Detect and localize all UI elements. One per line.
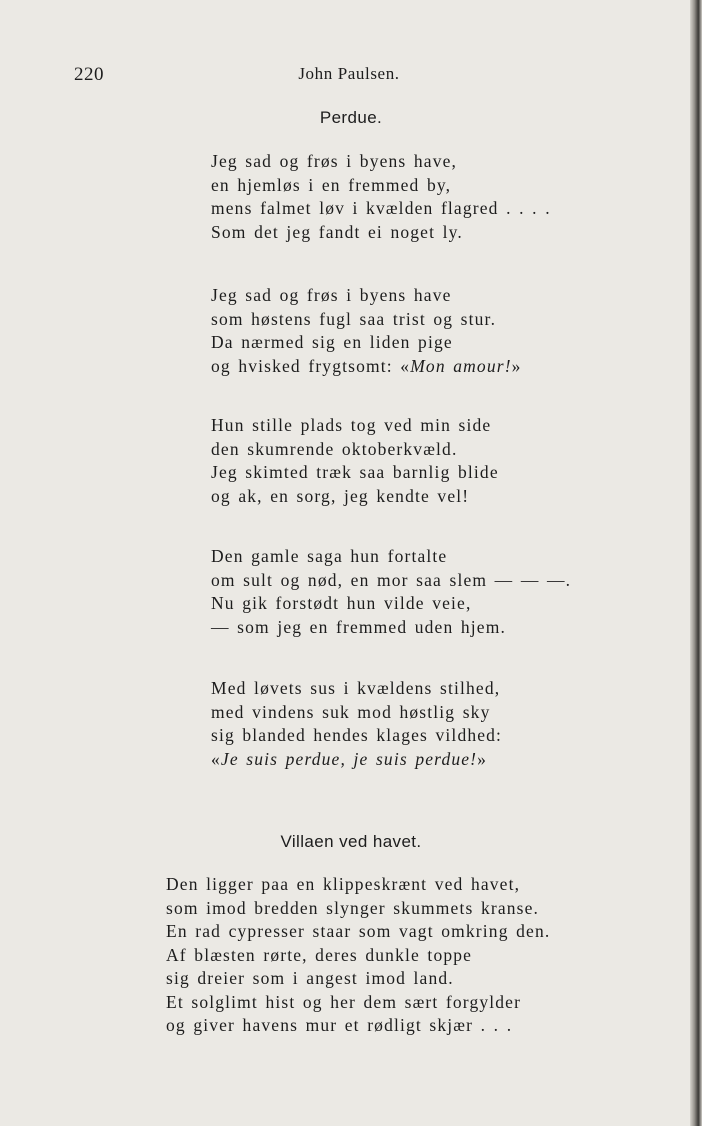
verse-line: Den gamle saga hun fortalte bbox=[211, 546, 448, 566]
verse-line: en hjemløs i en fremmed by, bbox=[211, 174, 452, 195]
verse-text: » bbox=[477, 748, 488, 769]
verse-line: sig dreier som i angest imod land. bbox=[166, 968, 454, 988]
verse-line bbox=[211, 355, 522, 379]
page-edge-shadow bbox=[690, 0, 702, 1126]
verse-line: Hun stille plads tog ved min side bbox=[211, 415, 492, 435]
verse-line: Et solglimt hist og her dem sært forgylder bbox=[166, 991, 522, 1012]
verse-italic: Mon amour! bbox=[410, 355, 512, 376]
verse-text: « bbox=[211, 748, 221, 769]
verse-line: Nu gik forstødt hun vilde veie, bbox=[211, 593, 472, 613]
stanza bbox=[166, 873, 550, 1038]
verse-line: sig blanded hendes klages vildhed: bbox=[211, 725, 503, 745]
running-head: John Paulsen. bbox=[298, 64, 400, 83]
page-number: 220 bbox=[74, 64, 104, 85]
verse-line: Jeg sad og frøs i byens have, bbox=[211, 151, 458, 171]
stanza bbox=[211, 414, 499, 508]
verse-line: som høstens fugl saa trist og stur. bbox=[211, 308, 497, 329]
verse-line bbox=[211, 748, 502, 772]
verse-line: Jeg sad og frøs i byens have bbox=[211, 285, 452, 305]
stanza bbox=[211, 150, 551, 244]
verse-text: og hvisked frygtsomt: « bbox=[211, 355, 411, 376]
stanza bbox=[211, 545, 571, 639]
stanza bbox=[211, 677, 502, 771]
verse-line: — som jeg en fremmed uden hjem. bbox=[211, 616, 507, 637]
verse-line: Af blæsten rørte, deres dunkle toppe bbox=[166, 944, 473, 965]
verse-line: den skumrende oktoberkvæld. bbox=[211, 438, 458, 459]
verse-line: og giver havens mur et rødligt skjær . . . bbox=[166, 1015, 513, 1035]
poem-title-perdue: Perdue. bbox=[319, 108, 383, 127]
verse-line: med vindens suk mod høstlig sky bbox=[211, 701, 491, 722]
verse-line: Jeg skimted træk saa barnlig blide bbox=[211, 462, 499, 482]
verse-line: og ak, en sorg, jeg kendte vel! bbox=[211, 485, 470, 506]
verse-line: Med løvets sus i kvældens stilhed, bbox=[211, 678, 501, 698]
verse-line: som imod bredden slynger skummets kranse. bbox=[166, 897, 540, 918]
verse-italic: Je suis perdue, je suis perdue! bbox=[220, 748, 478, 769]
verse-line: mens falmet løv i kvælden flagred . . . . bbox=[211, 198, 551, 218]
verse-line: Da nærmed sig en liden pige bbox=[211, 332, 453, 352]
stanza bbox=[211, 284, 522, 378]
poem-title-villaen: Villaen ved havet. bbox=[280, 832, 422, 851]
verse-line: om sult og nød, en mor saa slem — — —. bbox=[211, 569, 572, 590]
verse-line: Som det jeg fandt ei noget ly. bbox=[211, 221, 463, 242]
verse-text: » bbox=[511, 355, 522, 376]
verse-line: Den ligger paa en klippeskrænt ved havet, bbox=[166, 874, 521, 894]
verse-line: En rad cypresser staar som vagt omkring den. bbox=[166, 921, 551, 941]
